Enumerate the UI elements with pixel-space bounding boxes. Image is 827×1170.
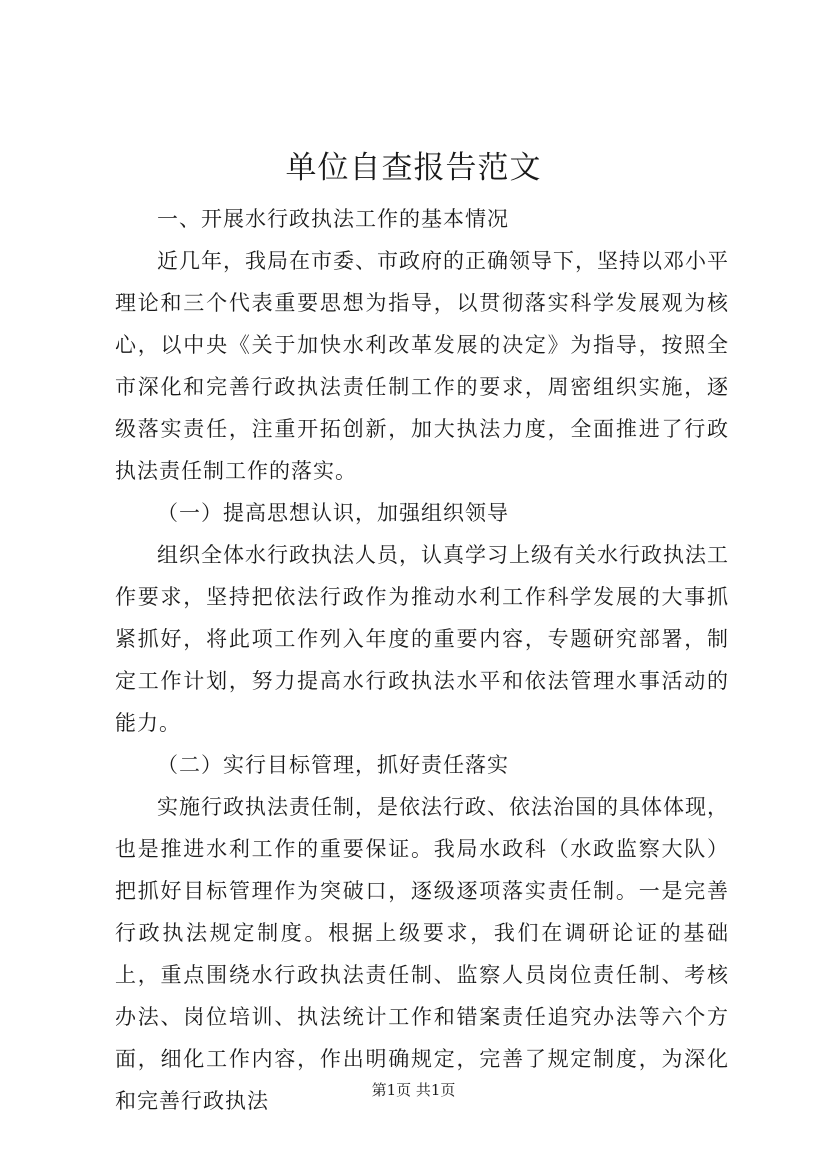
subsection-heading-2: （二）实行目标管理，抓好责任落实 — [157, 753, 509, 777]
page-number-footer: 第1页 共1页 — [371, 1081, 456, 1099]
subsection-heading-1: （一）提高思想认识，加强组织领导 — [157, 501, 509, 525]
document-body — [115, 198, 729, 1122]
document-title: 单位自查报告范文 — [285, 150, 542, 186]
paragraph-intro: 近几年，我局在市委、市政府的正确领导下，坚持以邓小平理论和三个代表重要思想为指导，以贯彻落实科学发展观为核心，以中央《关于加快水利改革发展的决定》为指导，按照全市深化和完善行政执法责任制工作的要求，周密组织实施，逐级落实责任，注重开拓创新，加大执法力度，全面推进了行政执法责任制工作的落实。 — [115, 249, 729, 483]
paragraph-responsibility: 实施行政执法责任制，是依法行政、依法治国的具体体现，也是推进水利工作的重要保证。我局水政科（水政监察大队）把抓好目标管理作为突破口，逐级逐项落实责任制。一是完善行政执法规定制度。根据上级要求，我们在调研论证的基础上，重点围绕水行政执法责任制、监察人员岗位责任制、考核办法、岗位培训、执法统计工作和错案责任追究办法等六个方面，细化工作内容，作出明确规定，完善了规定制度，为深化和完善行政执法 — [115, 795, 729, 1113]
section-heading-1: 一、开展水行政执法工作的基本情况 — [157, 207, 509, 231]
paragraph-organization: 组织全体水行政执法人员，认真学习上级有关水行政执法工作要求，坚持把依法行政作为推动水利工作科学发展的大事抓紧抓好，将此项工作列入年度的重要内容，专题研究部署，制定工作计划，努力提高水行政执法水平和依法管理水事活动的能力。 — [115, 543, 729, 735]
